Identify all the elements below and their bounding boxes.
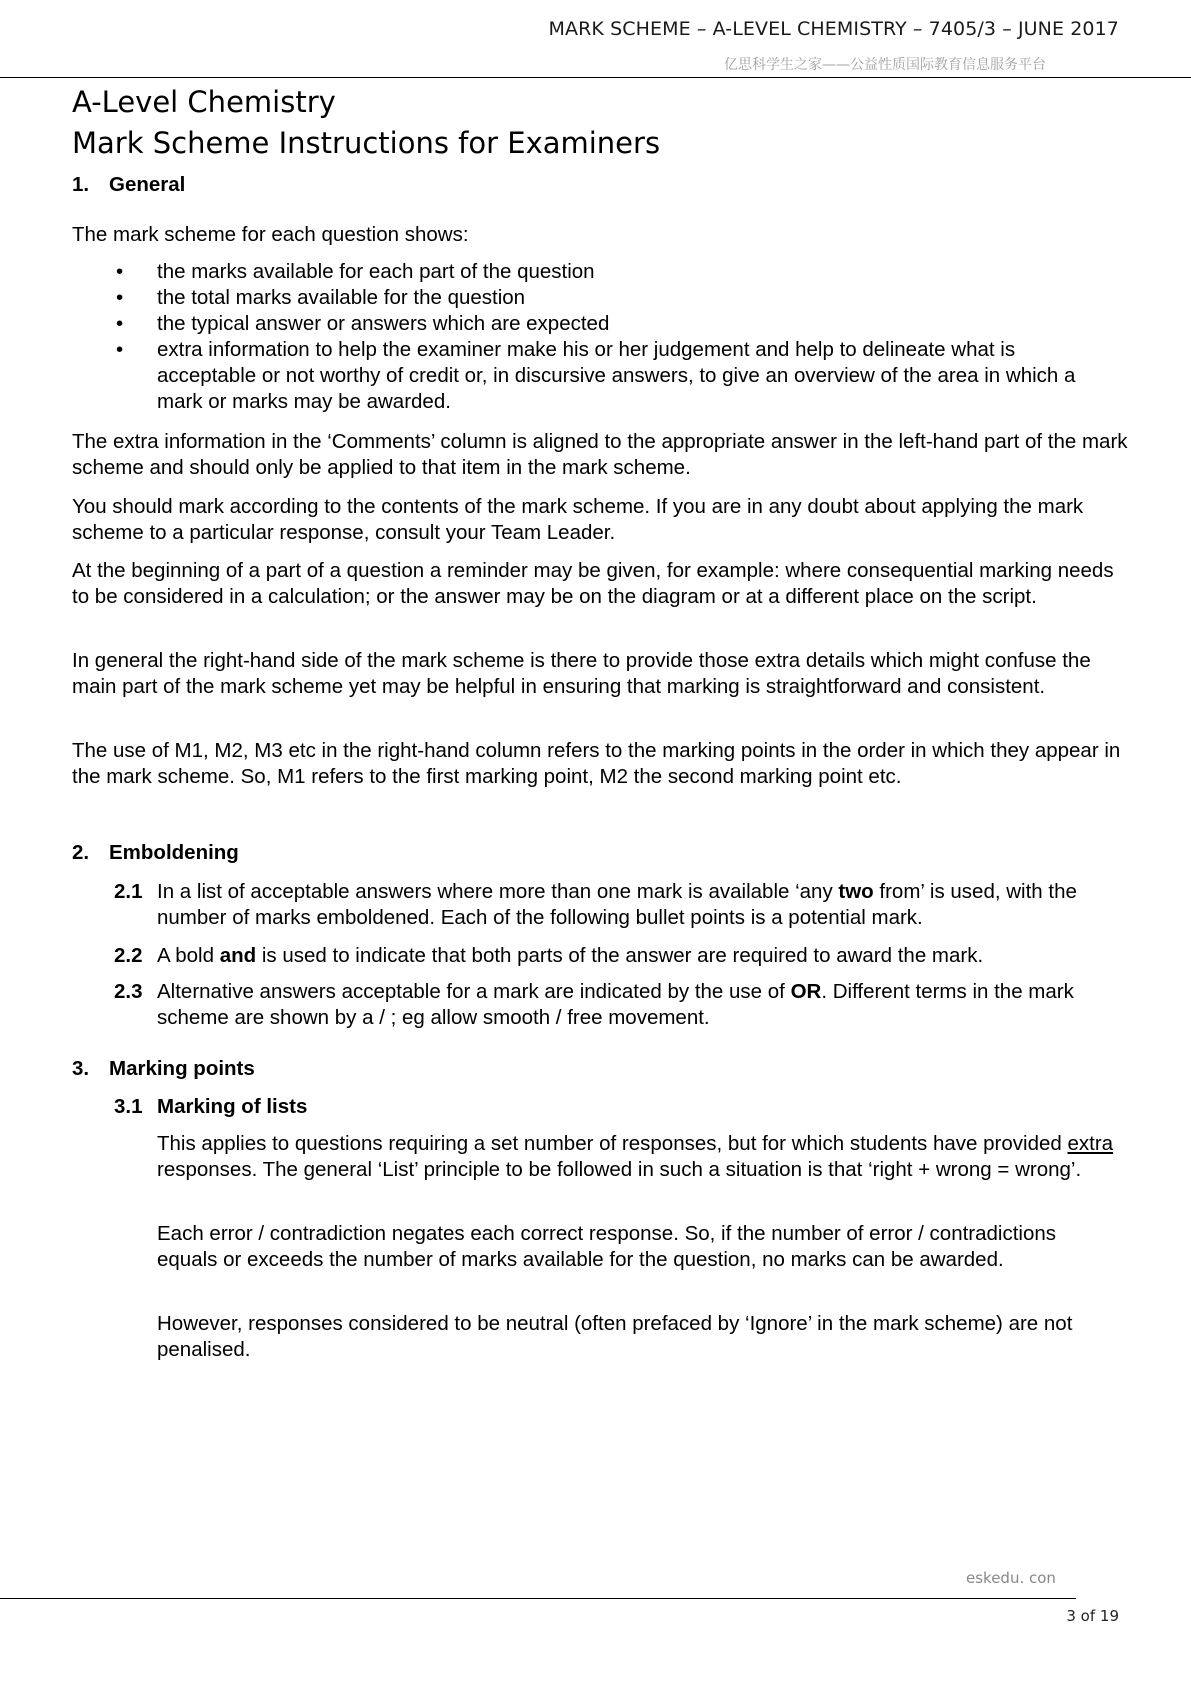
section-3-title: Marking points	[109, 1057, 255, 1080]
section-1-paragraph: In general the right-hand side of the mark scheme is there to provide those extra details which might confuse the main part of the mark scheme yet may be helpful in ensuring that marking is straightforward and consistent.	[72, 649, 1091, 698]
list-item-text: the total marks available for the question	[157, 286, 526, 309]
item-number: 2.1	[114, 880, 143, 903]
subheading-title: Marking of lists	[157, 1095, 308, 1118]
paragraph-text-part: This applies to questions requiring a set number of responses, but for which students have provided	[157, 1132, 1068, 1155]
bullet-icon: •	[116, 312, 124, 335]
item-text	[114, 979, 1114, 1031]
section-2-item	[114, 879, 1114, 931]
item-text-part: A bold	[157, 944, 220, 967]
paragraph-text-part: responses. The general ‘List’ principle to be followed in such a situation is that ‘right + wrong = wrong’.	[157, 1158, 1082, 1181]
list-item	[112, 259, 1102, 285]
section-2-number: 2.	[72, 841, 90, 864]
bullet-icon: •	[116, 338, 124, 361]
section-1-paragraph: At the beginning of a part of a question a reminder may be given, for example: where consequential marking needs to be considered in a calculation; or the answer may be on the diagram or at a different place on the script.	[72, 559, 1114, 608]
item-text-part: In a list of acceptable answers where more than one mark is available ‘any	[157, 880, 839, 903]
list-item	[112, 311, 1102, 337]
page-title	[72, 82, 660, 164]
list-item-text: the marks available for each part of the question	[157, 260, 595, 283]
section-3-paragraph: However, responses considered to be neutral (often prefaced by ‘Ignore’ in the mark scheme) are not penalised.	[157, 1312, 1073, 1361]
section-1-number: 1.	[72, 173, 90, 196]
section-2-heading	[72, 840, 1132, 866]
item-text-part: Alternative answers acceptable for a mark are indicated by the use of	[157, 980, 791, 1003]
list-item	[112, 285, 1102, 311]
underlined-text: extra	[1067, 1132, 1114, 1155]
section-2-item	[114, 979, 1114, 1031]
section-3-paragraph	[157, 1131, 1117, 1183]
bullet-icon: •	[116, 286, 124, 309]
footer-rule	[0, 1598, 1076, 1599]
section-1-title: General	[109, 173, 186, 196]
section-1-intro: The mark scheme for each question shows:	[72, 223, 469, 246]
item-text-part: . Different terms in the mark scheme are shown by a / ; eg allow smooth / free movement.	[157, 980, 1074, 1029]
list-item-text: the typical answer or answers which are expected	[157, 312, 610, 335]
item-text-bold: OR	[790, 980, 822, 1003]
section-2-title: Emboldening	[109, 841, 239, 864]
list-item	[112, 337, 1102, 415]
subheading-number: 3.1	[114, 1095, 143, 1118]
item-text-bold: and	[219, 944, 257, 967]
page-number: 3 of 19	[1066, 1607, 1119, 1625]
item-text-part: from’ is used, with the number of marks emboldened. Each of the following bullet points is a potential mark.	[157, 880, 1077, 929]
running-header: MARK SCHEME – A-LEVEL CHEMISTRY – 7405/3 – JUNE 2017	[548, 18, 1119, 40]
item-number: 2.2	[114, 944, 143, 967]
footer-site-text: eskedu. con	[966, 1569, 1056, 1587]
section-3-heading	[72, 1056, 1132, 1082]
page-title-line1: A-Level Chemistry	[72, 85, 336, 119]
item-text-part: is used to indicate that both parts of the answer are required to award the mark.	[256, 944, 984, 967]
section-3-paragraph: Each error / contradiction negates each correct response. So, if the number of error / contradictions equals or exceeds the number of marks available for the question, no marks can be awarded.	[157, 1222, 1057, 1271]
item-text	[114, 879, 1114, 931]
watermark-subtitle: 亿思科学生之家——公益性质国际教育信息服务平台	[724, 57, 1046, 73]
header-rule	[0, 77, 1191, 78]
section-1-paragraph: The use of M1, M2, M3 etc in the right-hand column refers to the marking points in the order in which they appear in the mark scheme. So, M1 refers to the first marking point, M2 the second marking point etc.	[72, 739, 1121, 788]
list-item-text: extra information to help the examiner make his or her judgement and help to delineate what is acceptable or not worthy of credit or, in discursive answers, to give an overview of the area in which a mark or marks may be awarded.	[157, 338, 1076, 413]
section-2-item	[114, 943, 1114, 969]
section-1-bullet-list	[112, 259, 1102, 415]
section-1-heading	[72, 172, 1132, 198]
item-number: 2.3	[114, 980, 143, 1003]
item-text-bold: two	[838, 880, 874, 903]
section-1-paragraph: You should mark according to the contents of the mark scheme. If you are in any doubt about applying the mark scheme to a particular response, consult your Team Leader.	[72, 495, 1084, 544]
page-title-line2: Mark Scheme Instructions for Examiners	[72, 126, 661, 160]
section-3-subheading	[114, 1094, 1114, 1120]
item-text	[114, 943, 1114, 969]
section-3-number: 3.	[72, 1057, 90, 1080]
section-1-paragraph: The extra information in the ‘Comments’ column is aligned to the appropriate answer in the left-hand part of the mark scheme and should only be applied to that item in the mark scheme.	[72, 430, 1128, 479]
bullet-icon: •	[116, 260, 124, 283]
